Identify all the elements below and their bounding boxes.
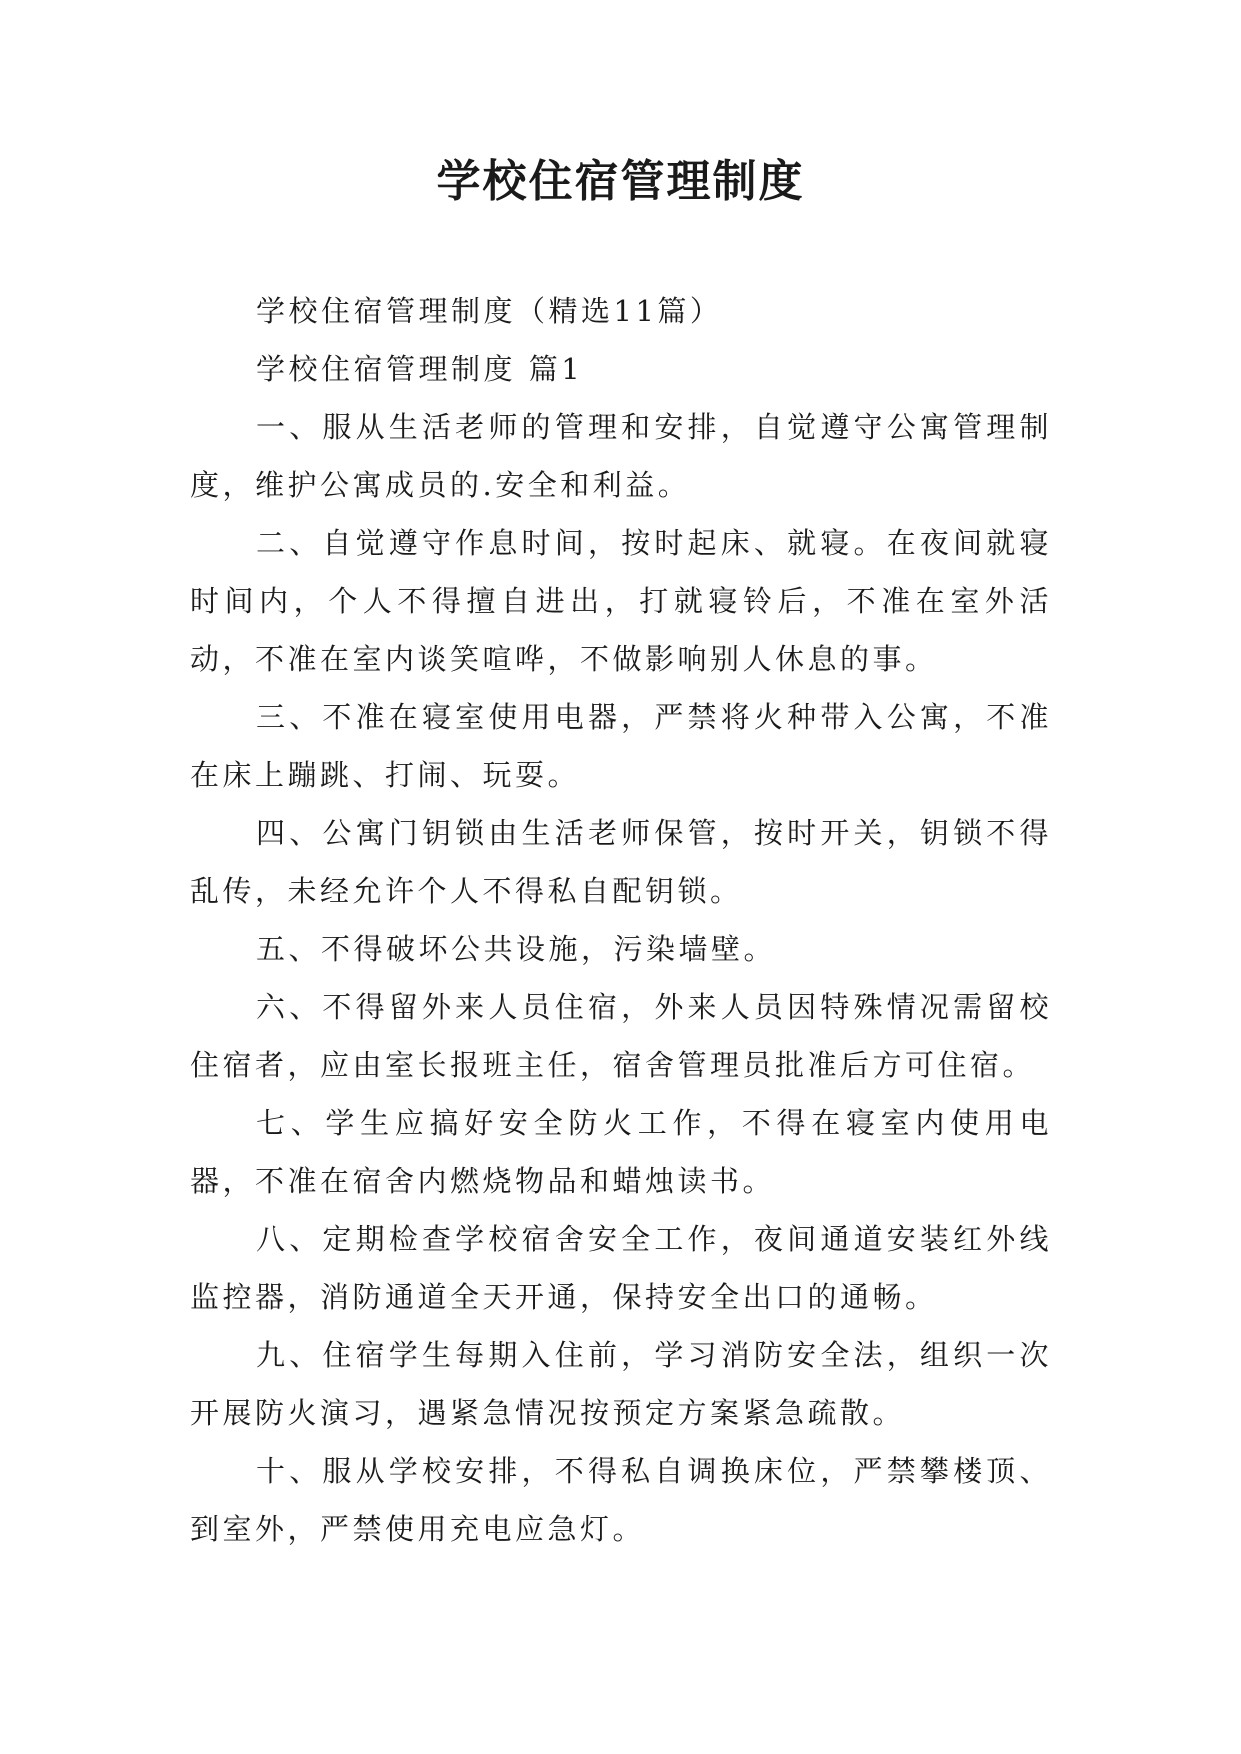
section-heading: 学校住宿管理制度 篇1	[256, 352, 584, 386]
rule-paragraph-6: 六、不得留外来人员住宿，外来人员因特殊情况需留校住宿者，应由室长报班主任，宿舍管理员批准后方可住宿。	[190, 990, 1052, 1082]
rule-paragraph-5: 五、不得破坏公共设施，污染墙壁。	[256, 932, 777, 966]
rule-paragraph-4: 四、公寓门钥锁由生活老师保管，按时开关，钥锁不得乱传，未经允许个人不得私自配钥锁。	[190, 816, 1052, 908]
rule-paragraph-8: 八、定期检查学校宿舍安全工作，夜间通道安装红外线监控器，消防通道全天开通，保持安全出口的通畅。	[190, 1222, 1052, 1314]
rule-paragraph-2: 二、自觉遵守作息时间，按时起床、就寝。在夜间就寝时间内，个人不得擅自进出，打就寝铃后，不准在室外活动，不准在室内谈笑喧哗，不做影响别人休息的事。	[190, 526, 1052, 676]
rule-paragraph-3: 三、不准在寝室使用电器，严禁将火种带入公寓，不准在床上蹦跳、打闹、玩耍。	[190, 700, 1052, 792]
rule-paragraph-7: 七、学生应搞好安全防火工作，不得在寝室内使用电器，不准在宿舍内燃烧物品和蜡烛读书。	[190, 1106, 1052, 1198]
rule-paragraph-10: 十、服从学校安排，不得私自调换床位，严禁攀楼顶、到室外，严禁使用充电应急灯。	[190, 1454, 1052, 1546]
rule-paragraph-1: 一、服从生活老师的管理和安排，自觉遵守公寓管理制度，维护公寓成员的.安全和利益。	[190, 410, 1052, 502]
document-body	[190, 282, 1052, 1558]
rule-paragraph-9: 九、住宿学生每期入住前，学习消防安全法，组织一次开展防火演习，遇紧急情况按预定方案紧急疏散。	[190, 1338, 1052, 1430]
subtitle-paragraph: 学校住宿管理制度（精选11篇）	[256, 294, 723, 328]
document-title: 学校住宿管理制度	[436, 156, 805, 207]
